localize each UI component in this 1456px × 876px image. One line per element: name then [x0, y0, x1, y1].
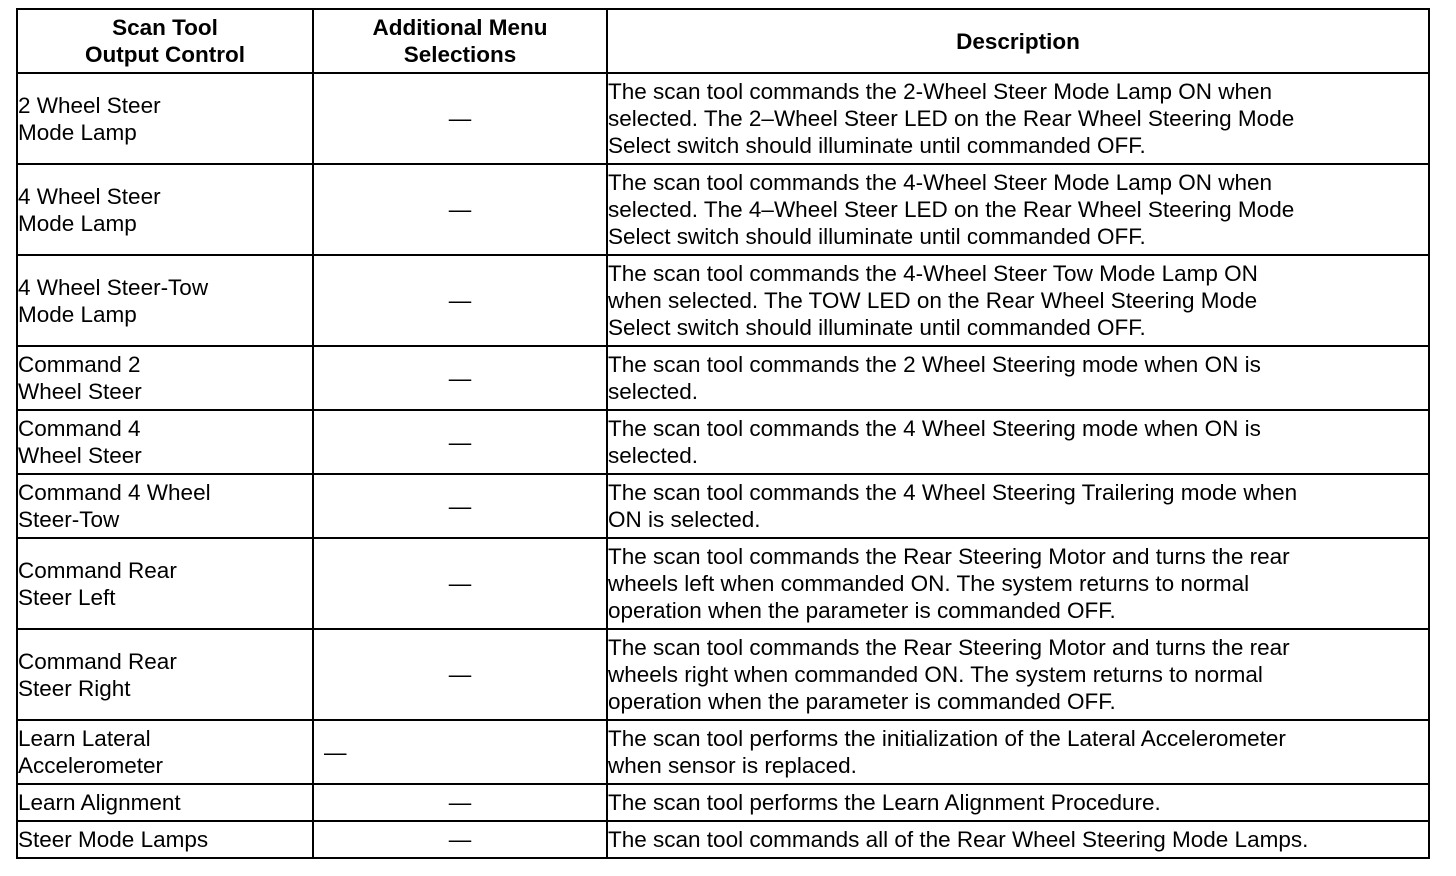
control-line: 4 Wheel Steer [18, 183, 161, 209]
control-line: Command Rear [18, 557, 177, 583]
control-line: Steer-Tow [18, 507, 120, 532]
menu-cell: — [313, 538, 607, 629]
description-cell [607, 784, 1429, 821]
description-line: wheels right when commanded ON. The system returns to normal [608, 662, 1263, 687]
menu-cell: — [313, 346, 607, 410]
description-line: The scan tool commands all of the Rear Wheel Steering Mode Lamps. [608, 827, 1309, 852]
description-line: ON is selected. [608, 507, 761, 532]
description-line: The scan tool performs the initialization of the Lateral Accelerometer [608, 726, 1286, 751]
header-col2-line: Selections [403, 42, 517, 67]
description-line: The scan tool commands the Rear Steering Motor and turns the rear [608, 544, 1290, 569]
header-col2-line: Additional Menu [372, 15, 548, 40]
control-line: Mode Lamp [18, 119, 137, 145]
control-cell [17, 410, 313, 474]
description-line: The scan tool commands the 4 Wheel Steering Trailering mode when [608, 480, 1298, 505]
description-line: The scan tool commands the 2 Wheel Steering mode when ON is [608, 352, 1261, 377]
description-line: selected. [608, 379, 699, 404]
description-line: The scan tool commands the Rear Steering Motor and turns the rear [608, 635, 1290, 660]
header-additional-menu-selections [313, 9, 607, 73]
table-row [17, 73, 1429, 164]
description-line: selected. The 4–Wheel Steer LED on the Rear Wheel Steering Mode [608, 197, 1295, 222]
control-cell [17, 629, 313, 720]
description-cell [607, 629, 1429, 720]
table-row [17, 164, 1429, 255]
control-line: Mode Lamp [18, 301, 137, 327]
control-line: Command 4 [18, 416, 141, 441]
menu-cell: — [313, 73, 607, 164]
menu-cell: — [313, 784, 607, 821]
description-line: operation when the parameter is commanded OFF. [608, 598, 1116, 623]
control-line: Accelerometer [18, 753, 164, 778]
control-line: Command Rear [18, 648, 177, 674]
control-line: Steer Right [18, 675, 131, 701]
description-line: when selected. The TOW LED on the Rear Wheel Steering Mode [608, 288, 1258, 313]
header-description: Description [607, 9, 1429, 73]
table-row [17, 629, 1429, 720]
control-line: Command 2 [18, 352, 141, 377]
description-line: selected. The 2–Wheel Steer LED on the Rear Wheel Steering Mode [608, 106, 1295, 131]
control-cell [17, 538, 313, 629]
control-line: Steer Left [18, 584, 116, 610]
control-cell [17, 821, 313, 858]
table-row [17, 410, 1429, 474]
header-col1-line: Scan Tool [112, 15, 218, 40]
table-row [17, 784, 1429, 821]
table-row [17, 538, 1429, 629]
menu-cell: — [313, 629, 607, 720]
menu-cell: — [313, 821, 607, 858]
description-cell [607, 538, 1429, 629]
description-cell [607, 410, 1429, 474]
description-cell [607, 821, 1429, 858]
control-line: 4 Wheel Steer-Tow [18, 274, 209, 300]
control-line: Steer Mode Lamps [18, 827, 209, 852]
table-row [17, 821, 1429, 858]
description-cell [607, 720, 1429, 784]
scan-tool-output-control-table [16, 8, 1430, 859]
control-line: Command 4 Wheel [18, 480, 211, 505]
description-line: The scan tool commands the 2-Wheel Steer Mode Lamp ON when [608, 79, 1273, 104]
description-cell [607, 164, 1429, 255]
description-cell [607, 474, 1429, 538]
description-line: Select switch should illuminate until commanded OFF. [608, 133, 1146, 158]
menu-cell: — [313, 720, 607, 784]
description-line: Select switch should illuminate until commanded OFF. [608, 315, 1146, 340]
table-row [17, 474, 1429, 538]
header-scan-tool-output-control [17, 9, 313, 73]
control-cell [17, 73, 313, 164]
description-line: Select switch should illuminate until commanded OFF. [608, 224, 1146, 249]
control-cell [17, 720, 313, 784]
table-row [17, 346, 1429, 410]
menu-cell: — [313, 474, 607, 538]
control-line: Learn Lateral [18, 726, 151, 751]
description-line: The scan tool commands the 4-Wheel Steer Mode Lamp ON when [608, 170, 1273, 195]
description-cell [607, 255, 1429, 346]
menu-cell: — [313, 410, 607, 474]
description-line: selected. [608, 443, 699, 468]
table-row [17, 255, 1429, 346]
description-cell [607, 346, 1429, 410]
control-cell [17, 474, 313, 538]
description-line: The scan tool performs the Learn Alignment Procedure. [608, 790, 1161, 815]
control-cell [17, 784, 313, 821]
table-row [17, 720, 1429, 784]
control-cell [17, 164, 313, 255]
description-line: when sensor is replaced. [608, 753, 857, 778]
description-line: wheels left when commanded ON. The system returns to normal [608, 571, 1250, 596]
control-line: Wheel Steer [18, 379, 142, 404]
control-cell [17, 255, 313, 346]
header-col1-line: Output Control [85, 42, 245, 67]
control-line: Mode Lamp [18, 210, 137, 236]
control-line: Wheel Steer [18, 443, 142, 468]
menu-cell: — [313, 255, 607, 346]
menu-cell: — [313, 164, 607, 255]
control-line: 2 Wheel Steer [18, 92, 161, 118]
control-line: Learn Alignment [18, 790, 181, 815]
description-line: The scan tool commands the 4-Wheel Steer Tow Mode Lamp ON [608, 261, 1258, 286]
description-cell [607, 73, 1429, 164]
description-line: The scan tool commands the 4 Wheel Steering mode when ON is [608, 416, 1261, 441]
control-cell [17, 346, 313, 410]
description-line: operation when the parameter is commanded OFF. [608, 689, 1116, 714]
table-header-row [17, 9, 1429, 73]
